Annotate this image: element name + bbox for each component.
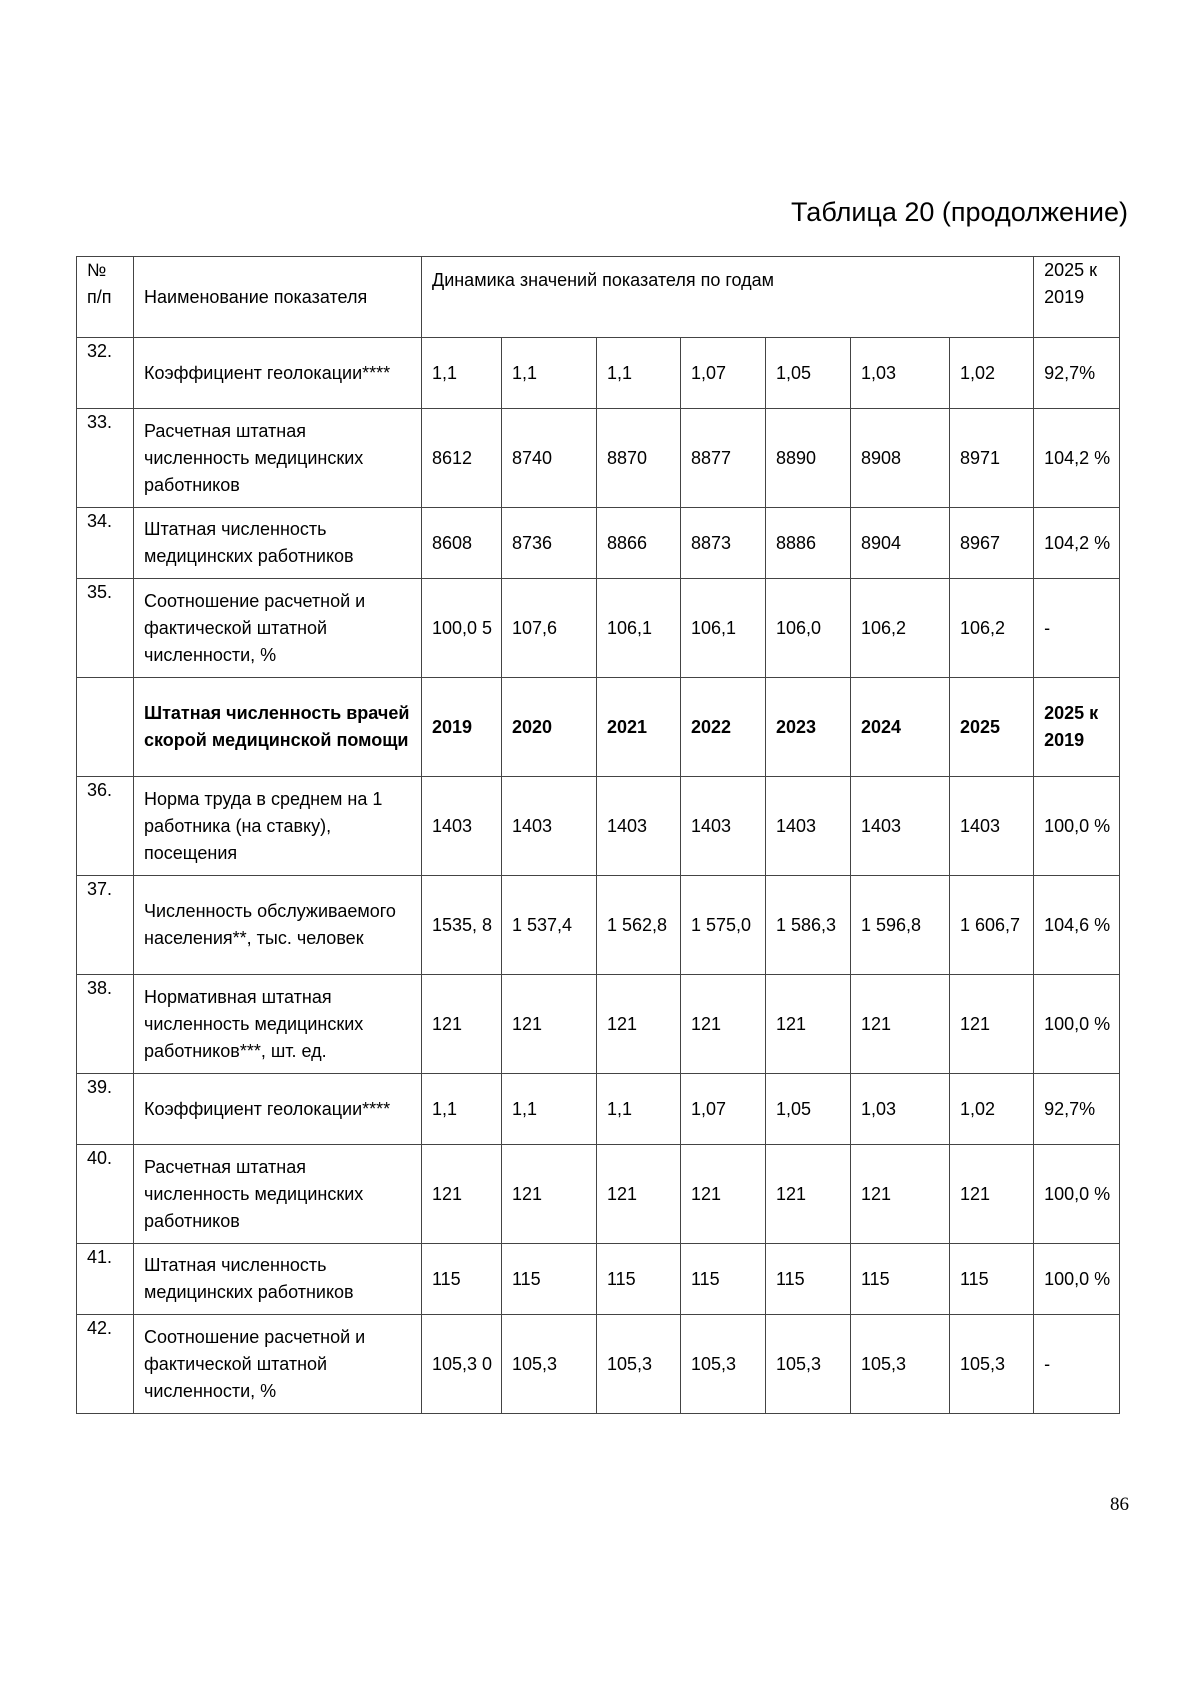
value-cell: 106,1: [597, 579, 681, 678]
ratio-cell: 104,6 %: [1034, 876, 1120, 975]
value-cell: 1403: [502, 777, 597, 876]
value-cell: 1 596,8: [851, 876, 950, 975]
indicator-name: Штатная численность медицинских работников: [134, 508, 422, 579]
value-cell: 115: [766, 1244, 851, 1315]
value-cell: 121: [502, 1145, 597, 1244]
indicator-name: Штатная численность врачей скорой медицинской помощи: [134, 678, 422, 777]
value-cell: 1,1: [597, 338, 681, 409]
value-cell: 1,1: [422, 1074, 502, 1145]
value-cell: 105,3: [766, 1315, 851, 1414]
indicator-name: Штатная численность медицинских работников: [134, 1244, 422, 1315]
value-cell: 121: [597, 1145, 681, 1244]
row-number: 35.: [77, 579, 134, 678]
value-cell: 8877: [681, 409, 766, 508]
value-cell: 100,0 5: [422, 579, 502, 678]
year-cell: 2023: [766, 678, 851, 777]
row-number: [77, 678, 134, 777]
value-cell: 121: [422, 975, 502, 1074]
value-cell: 8866: [597, 508, 681, 579]
table-row: [77, 1145, 1120, 1244]
value-cell: 121: [766, 975, 851, 1074]
value-cell: 8886: [766, 508, 851, 579]
value-cell: 115: [422, 1244, 502, 1315]
ratio-cell: 92,7%: [1034, 1074, 1120, 1145]
table-row: [77, 876, 1120, 975]
table-row: [77, 1244, 1120, 1315]
row-number: 40.: [77, 1145, 134, 1244]
row-number: 37.: [77, 876, 134, 975]
value-cell: 8870: [597, 409, 681, 508]
value-cell: 115: [597, 1244, 681, 1315]
value-cell: 1,07: [681, 338, 766, 409]
value-cell: 105,3: [851, 1315, 950, 1414]
table-row: [77, 338, 1120, 409]
header-name: Наименование показателя: [134, 257, 422, 338]
value-cell: 1 586,3: [766, 876, 851, 975]
value-cell: 121: [597, 975, 681, 1074]
header-ratio: 2025 к 2019: [1034, 257, 1120, 338]
value-cell: 8740: [502, 409, 597, 508]
header-dynamics: Динамика значений показателя по годам: [422, 257, 1034, 338]
ratio-cell: 100,0 %: [1034, 777, 1120, 876]
table-caption: Таблица 20 (продолжение): [791, 197, 1128, 227]
value-cell: 106,0: [766, 579, 851, 678]
value-cell: 1,02: [950, 1074, 1034, 1145]
year-cell: 2024: [851, 678, 950, 777]
value-cell: 8904: [851, 508, 950, 579]
value-cell: 1,03: [851, 1074, 950, 1145]
value-cell: 107,6: [502, 579, 597, 678]
row-number: 38.: [77, 975, 134, 1074]
year-cell: 2021: [597, 678, 681, 777]
value-cell: 1,05: [766, 338, 851, 409]
value-cell: 1403: [597, 777, 681, 876]
value-cell: 115: [502, 1244, 597, 1315]
row-number: 36.: [77, 777, 134, 876]
row-number: 32.: [77, 338, 134, 409]
value-cell: 1 537,4: [502, 876, 597, 975]
value-cell: 105,3: [950, 1315, 1034, 1414]
indicator-name: Норма труда в среднем на 1 работника (на ставку), посещения: [134, 777, 422, 876]
indicator-name: Соотношение расчетной и фактической штатной численности, %: [134, 579, 422, 678]
value-cell: 106,1: [681, 579, 766, 678]
value-cell: 105,3 0: [422, 1315, 502, 1414]
value-cell: 1403: [950, 777, 1034, 876]
value-cell: 121: [950, 1145, 1034, 1244]
year-cell: 2019: [422, 678, 502, 777]
value-cell: 105,3: [681, 1315, 766, 1414]
table-row: [77, 975, 1120, 1074]
indicator-name: Нормативная штатная численность медицинских работников***, шт. ед.: [134, 975, 422, 1074]
indicator-name: Численность обслуживаемого населения**, тыс. человек: [134, 876, 422, 975]
header-num: № п/п: [77, 257, 134, 338]
value-cell: 106,2: [950, 579, 1034, 678]
value-cell: 8736: [502, 508, 597, 579]
value-cell: 1403: [851, 777, 950, 876]
value-cell: 1403: [766, 777, 851, 876]
value-cell: 1 575,0: [681, 876, 766, 975]
year-cell: 2022: [681, 678, 766, 777]
table-row: [77, 409, 1120, 508]
value-cell: 8908: [851, 409, 950, 508]
page-number: 86: [1110, 1494, 1129, 1515]
value-cell: 1535, 8: [422, 876, 502, 975]
value-cell: 8608: [422, 508, 502, 579]
value-cell: 1403: [422, 777, 502, 876]
value-cell: 106,2: [851, 579, 950, 678]
indicator-name: Коэффициент геолокации****: [134, 1074, 422, 1145]
value-cell: 121: [422, 1145, 502, 1244]
value-cell: 8971: [950, 409, 1034, 508]
ratio-cell: 2025 к 2019: [1034, 678, 1120, 777]
row-number: 42.: [77, 1315, 134, 1414]
value-cell: 1,03: [851, 338, 950, 409]
value-cell: 115: [681, 1244, 766, 1315]
table-row: [77, 508, 1120, 579]
value-cell: 8890: [766, 409, 851, 508]
table-row: [77, 777, 1120, 876]
value-cell: 121: [950, 975, 1034, 1074]
value-cell: 105,3: [502, 1315, 597, 1414]
table-row: [77, 1315, 1120, 1414]
value-cell: 1403: [681, 777, 766, 876]
value-cell: 121: [502, 975, 597, 1074]
value-cell: 1,1: [597, 1074, 681, 1145]
row-number: 41.: [77, 1244, 134, 1315]
year-cell: 2020: [502, 678, 597, 777]
value-cell: 1 562,8: [597, 876, 681, 975]
ratio-cell: -: [1034, 1315, 1120, 1414]
ratio-cell: 100,0 %: [1034, 1145, 1120, 1244]
indicator-name: Расчетная штатная численность медицинских работников: [134, 1145, 422, 1244]
value-cell: 121: [766, 1145, 851, 1244]
section-header-row: [77, 678, 1120, 777]
value-cell: 8873: [681, 508, 766, 579]
value-cell: 115: [950, 1244, 1034, 1315]
indicator-name: Коэффициент геолокации****: [134, 338, 422, 409]
table-row: [77, 579, 1120, 678]
indicator-name: Соотношение расчетной и фактической штатной численности, %: [134, 1315, 422, 1414]
table-row: [77, 1074, 1120, 1145]
ratio-cell: 104,2 %: [1034, 508, 1120, 579]
ratio-cell: -: [1034, 579, 1120, 678]
value-cell: 115: [851, 1244, 950, 1315]
value-cell: 121: [851, 1145, 950, 1244]
indicator-name: Расчетная штатная численность медицинских работников: [134, 409, 422, 508]
value-cell: 121: [681, 975, 766, 1074]
year-cell: 2025: [950, 678, 1034, 777]
value-cell: 121: [851, 975, 950, 1074]
value-cell: 1 606,7: [950, 876, 1034, 975]
ratio-cell: 104,2 %: [1034, 409, 1120, 508]
value-cell: 1,05: [766, 1074, 851, 1145]
value-cell: 8967: [950, 508, 1034, 579]
value-cell: 1,07: [681, 1074, 766, 1145]
value-cell: 1,1: [502, 1074, 597, 1145]
row-number: 34.: [77, 508, 134, 579]
row-number: 33.: [77, 409, 134, 508]
row-number: 39.: [77, 1074, 134, 1145]
value-cell: 105,3: [597, 1315, 681, 1414]
value-cell: 1,1: [502, 338, 597, 409]
ratio-cell: 100,0 %: [1034, 975, 1120, 1074]
indicators-table: [76, 256, 1120, 1414]
value-cell: 8612: [422, 409, 502, 508]
header-row: [77, 257, 1120, 338]
ratio-cell: 92,7%: [1034, 338, 1120, 409]
value-cell: 1,1: [422, 338, 502, 409]
ratio-cell: 100,0 %: [1034, 1244, 1120, 1315]
value-cell: 121: [681, 1145, 766, 1244]
value-cell: 1,02: [950, 338, 1034, 409]
